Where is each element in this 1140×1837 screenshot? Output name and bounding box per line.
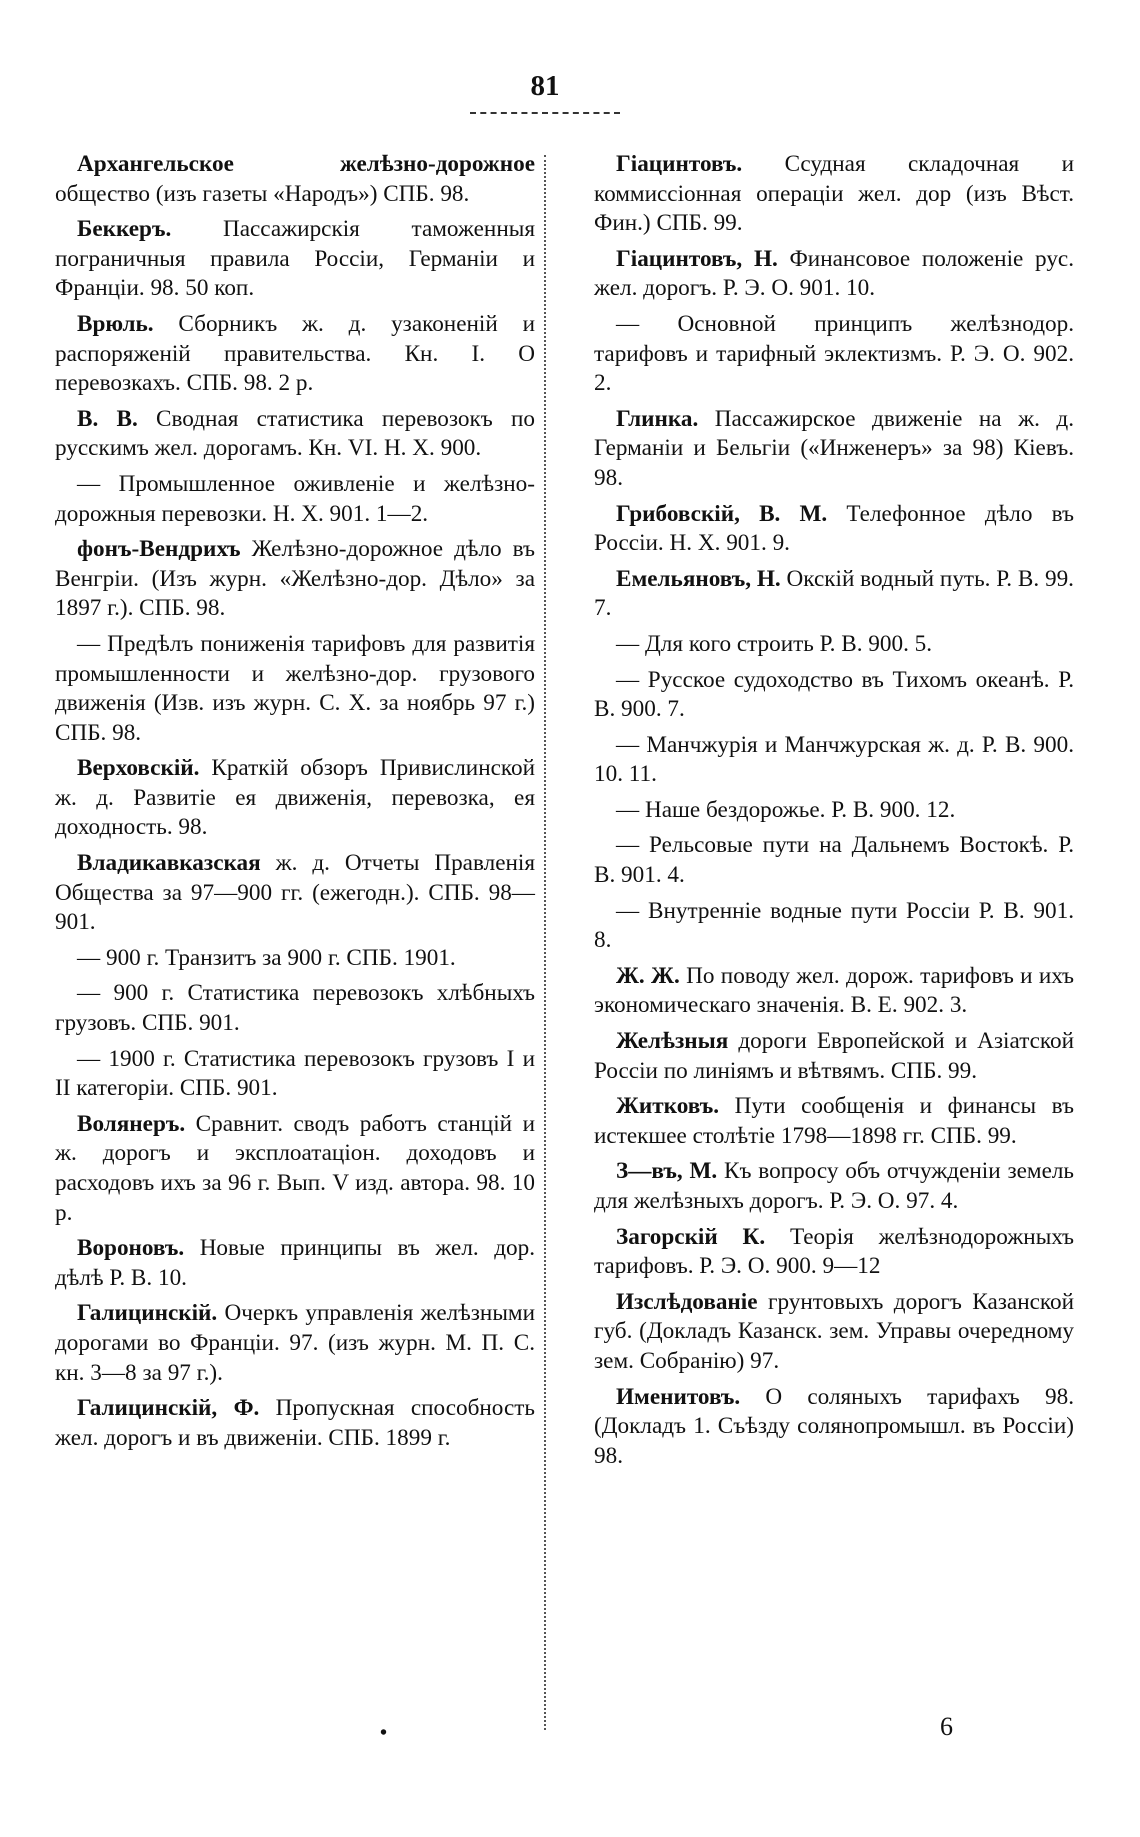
bibliography-entry bbox=[594, 310, 1074, 399]
entry-text: ж. д. Отчеты Правленія Общества за 97—900 гг. (ежегодн.). СПБ. 98—901. bbox=[55, 850, 535, 936]
entry-text: По поводу жел. дорож. тарифовъ и ихъ экономическаго значенія. В. Е. 902. 3. bbox=[594, 962, 1074, 1019]
bibliography-entry bbox=[55, 754, 535, 843]
entry-text: дороги Европейской и Азіатской Россіи по линіямъ и вѣтвямъ. СПБ. 99. bbox=[594, 1028, 1074, 1084]
entry-author: Грибовскій, В. М. bbox=[616, 500, 828, 527]
entry-text: общество (изъ газеты «Народъ») СПБ. 98. bbox=[55, 180, 470, 207]
entry-text: Сводная статистика перевозокъ по русскимъ жел. дорогамъ. Кн. VI. Н. Х. 900. bbox=[55, 405, 536, 462]
entry-text: — Внутренніе водные пути Россіи Р. В. 901. 8. bbox=[594, 897, 1074, 954]
bibliography-entry bbox=[55, 1045, 535, 1104]
entry-author: Галицинскій. bbox=[77, 1300, 218, 1327]
entry-author: Верховскій. bbox=[77, 755, 200, 782]
entry-text: грунтовыхъ дорогъ Казанской губ. (Докладъ Казанск. зем. Управы очередному зем. Собранію) 97. bbox=[594, 1288, 1074, 1374]
entry-text: Окскій водный путь. Р. В. 99. 7. bbox=[594, 565, 1074, 622]
entry-text: Новые принципы въ жел. дор. дѣлѣ Р. В. 10. bbox=[55, 1235, 535, 1291]
bibliography-entry bbox=[55, 215, 535, 304]
entry-text: Сборникъ ж. д. узаконеній и распоряженій правительства. Кн. I. О перевозкахъ. СПБ. 98. 2 р. bbox=[55, 310, 535, 397]
entry-text: — 1900 г. Статистика перевозокъ грузовъ I и II категоріи. СПБ. 901. bbox=[55, 1045, 535, 1102]
bibliography-entry bbox=[594, 666, 1074, 725]
entry-author: Врюль. bbox=[77, 310, 154, 337]
entry-text: — Русское судоходство въ Тихомъ океанѣ. Р. В. 900. 7. bbox=[594, 666, 1074, 723]
column-divider bbox=[544, 155, 546, 1730]
bibliography-entry bbox=[594, 565, 1074, 624]
entry-text: — Основной принципъ желѣзнодор. тарифовъ и тарифный эклектизмъ. Р. Э. О. 902. 2. bbox=[594, 310, 1074, 397]
entry-text: Желѣзно-дорожное дѣло въ Венгріи. (Изъ журн. «Желѣзно-дор. Дѣло» за 1897 г.). СПБ. 98. bbox=[55, 536, 535, 622]
entry-text: Пути сообщенія и финансы въ истекшее столѣтіе 1798—1898 гг. СПБ. 99. bbox=[594, 1093, 1074, 1149]
entry-author: З—въ, М. bbox=[616, 1158, 718, 1185]
entry-text: Телефонное дѣло въ Россіи. Н. Х. 901. 9. bbox=[594, 500, 1074, 557]
entry-author: Именитовъ. bbox=[616, 1383, 741, 1410]
entry-author: Беккеръ. bbox=[77, 216, 172, 243]
bibliography-entry bbox=[594, 962, 1074, 1021]
entry-author: Глинка. bbox=[616, 405, 699, 432]
entry-author: Гіацинтовъ, Н. bbox=[616, 245, 778, 272]
bibliography-entry bbox=[594, 897, 1074, 956]
bibliography-entry bbox=[594, 831, 1074, 890]
bibliography-entry bbox=[55, 849, 535, 938]
bibliography-entry bbox=[55, 150, 535, 209]
bibliography-entry bbox=[594, 796, 1074, 826]
bibliography-entry bbox=[594, 150, 1074, 239]
bibliography-entry bbox=[55, 944, 535, 974]
bibliography-entry bbox=[55, 630, 535, 748]
bibliography-entry bbox=[55, 1299, 535, 1388]
entry-text: Къ вопросу объ отчужденіи земель для желѣзныхъ дорогъ. Р. Э. О. 97. 4. bbox=[594, 1158, 1075, 1214]
bibliography-entry bbox=[594, 1157, 1074, 1216]
entry-author: Житковъ. bbox=[616, 1093, 720, 1120]
entry-text: — 900 г. Транзитъ за 900 г. СПБ. 1901. bbox=[77, 944, 456, 971]
entry-text: — Манчжурія и Манчжурская ж. д. Р. В. 900. 10. 11. bbox=[594, 731, 1074, 788]
entry-author: Архангельское желѣзно-дорожное bbox=[77, 151, 535, 177]
bibliography-entry bbox=[594, 1092, 1074, 1151]
bibliography-entry bbox=[55, 310, 535, 399]
entry-author: Ж. Ж. bbox=[616, 962, 680, 989]
entry-author: Волянеръ. bbox=[77, 1110, 186, 1137]
entry-author: Гіацинтовъ. bbox=[616, 151, 743, 177]
bibliography-entry bbox=[594, 731, 1074, 790]
header-rule bbox=[470, 112, 620, 114]
bibliography-entry bbox=[55, 979, 535, 1038]
entry-author: фонъ-Вендрихъ bbox=[77, 536, 241, 563]
entry-text: Пассажирскія таможенныя пограничныя правила Россіи, Германіи и Франціи. 98. 50 коп. bbox=[55, 216, 535, 302]
bibliography-entry bbox=[55, 1394, 535, 1453]
signature-mark: 6 bbox=[940, 1712, 953, 1741]
bibliography-entry bbox=[594, 1027, 1074, 1086]
entry-text: Пассажирское движеніе на ж. д. Германіи и Бельгіи («Инженеръ» за 98) Кіевъ. 98. bbox=[594, 405, 1074, 491]
entry-text: Финансовое положеніе рус. жел. дорогъ. Р. Э. О. 901. 10. bbox=[594, 245, 1074, 302]
entry-author: Галицинскій, Ф. bbox=[77, 1395, 260, 1422]
entry-text: — Наше бездорожье. Р. В. 900. 12. bbox=[616, 796, 956, 823]
page-number: 81 bbox=[530, 70, 560, 102]
entry-text: — Предѣлъ пониженія тарифовъ для развитія промышленности и желѣзно-дор. грузового движенія (Изв. изъ журн. С. Х. за ноябрь 97 г.) СПБ. 98. bbox=[55, 630, 535, 746]
bibliography-entry bbox=[594, 1223, 1074, 1282]
bibliography-entry bbox=[55, 1110, 535, 1228]
left-column bbox=[55, 150, 535, 1459]
entry-text: О соляныхъ тарифахъ 98. (Докладъ 1. Съѣзду солянопромышл. въ Россіи) 98. bbox=[594, 1383, 1074, 1469]
bibliography-entry bbox=[594, 245, 1074, 304]
entry-author: Емельяновъ, Н. bbox=[616, 565, 781, 592]
bibliography-entry bbox=[594, 500, 1074, 559]
entry-author: Изслѣдованіе bbox=[616, 1288, 758, 1315]
bibliography-entry bbox=[55, 405, 535, 464]
entry-author: Желѣзныя bbox=[616, 1028, 729, 1055]
entry-text: Сравнит. сводъ работъ станцій и ж. дорогъ и эксплоатаціон. доходовъ и расходовъ ихъ за 96 г. Вып. V изд. автора. 98. 10 р. bbox=[55, 1110, 535, 1226]
entry-author: Владикавказская bbox=[77, 850, 261, 877]
entry-text: — 900 г. Статистика перевозокъ хлѣбныхъ грузовъ. СПБ. 901. bbox=[55, 980, 535, 1037]
entry-text: — Промышленное оживленіе и желѣзно-дорожныя перевозки. Н. Х. 901. 1—2. bbox=[55, 470, 535, 527]
entry-text: — Рельсовые пути на Дальнемъ Востокѣ. Р. В. 901. 4. bbox=[594, 832, 1074, 889]
entry-author: В. В. bbox=[77, 405, 138, 432]
entry-text: Очеркъ управленія желѣзными дорогами во Франціи. 97. (изъ журн. М. П. С. кн. 3—8 за 97 г.). bbox=[55, 1300, 535, 1386]
entry-text: Ссудная складочная и коммиссіонная операціи жел. дор (изъ Вѣст. Фин.) СПБ. 99. bbox=[594, 151, 1074, 237]
entry-text: Пропускная способность жел. дорогъ и въ движеніи. СПБ. 1899 г. bbox=[55, 1395, 535, 1451]
entry-author: Загорскій К. bbox=[616, 1223, 766, 1250]
bibliography-entry bbox=[55, 535, 535, 624]
entry-text: Краткій обзоръ Привислинской ж. д. Развитіе ея движенія, перевозка, ея доходность. 98. bbox=[55, 755, 535, 841]
right-column bbox=[594, 150, 1074, 1477]
bibliography-entry bbox=[55, 470, 535, 529]
bibliography-entry bbox=[594, 630, 1074, 660]
footer-mark: • bbox=[380, 1722, 388, 1744]
bibliography-entry bbox=[55, 1234, 535, 1293]
bibliography-entry bbox=[594, 405, 1074, 494]
bibliography-entry bbox=[594, 1383, 1074, 1472]
entry-text: Теорія желѣзнодорожныхъ тарифовъ. Р. Э. О. 900. 9—12 bbox=[594, 1223, 1074, 1280]
entry-author: Вороновъ. bbox=[77, 1235, 185, 1262]
entry-text: — Для кого строить Р. В. 900. 5. bbox=[616, 630, 933, 657]
bibliography-entry bbox=[594, 1288, 1074, 1377]
